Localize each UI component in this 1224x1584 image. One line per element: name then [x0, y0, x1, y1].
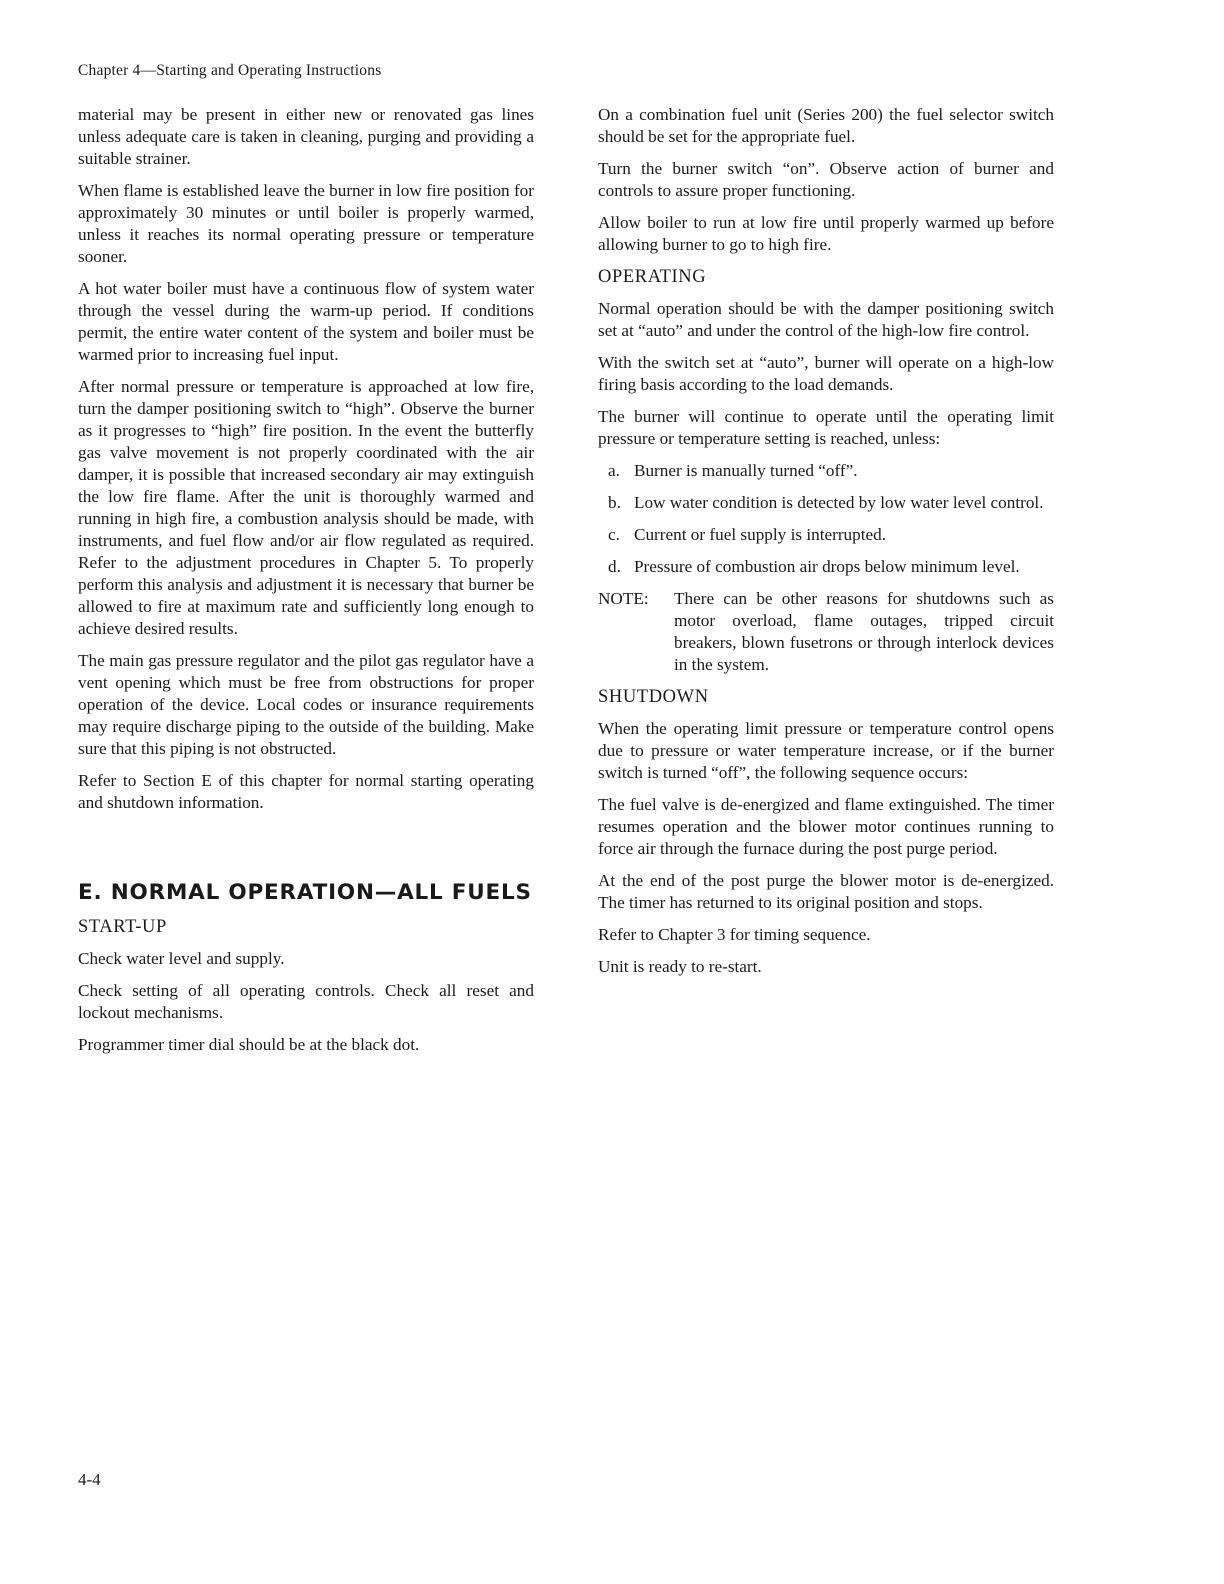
startup-paragraph: On a combination fuel unit (Series 200) the fuel selector switch should be set for the appropriate fuel. — [598, 105, 1054, 146]
startup-paragraph: Allow boiler to run at low fire until properly warmed up before allowing burner to go to high fire. — [598, 213, 1054, 254]
operating-subhead: OPERATING — [598, 267, 707, 287]
shutdown-paragraph: Refer to Chapter 3 for timing sequence. — [598, 925, 871, 944]
paragraph-gas-lines: material may be present in either new or renovated gas lines unless adequate care is taken in cleaning, purging and providing a suitable strainer. — [78, 105, 534, 168]
page-number: 4-4 — [78, 1470, 101, 1489]
note-block — [598, 588, 1054, 676]
list-item-text: Current or fuel supply is interrupted. — [634, 525, 887, 544]
operating-paragraph: The burner will continue to operate until the operating limit pressure or temperature setting is reached, unless: — [598, 407, 1054, 448]
list-marker: b. — [608, 493, 621, 512]
startup-paragraph: Turn the burner switch “on”. Observe action of burner and controls to assure proper functioning. — [598, 159, 1054, 200]
paragraph-normal-pressure: After normal pressure or temperature is approached at low fire, turn the damper positioning switch to “high”. Observe the burner as it progresses to “high” fire position. In the event the butterfly gas valve movement is not properly coordinated with the air damper, it is possible that increased secondary air may extinguish the low fire flame. After the unit is thoroughly warmed and running in high fire, a combustion analysis should be made, with instruments, and fuel flow and/or air flow regulated as required. Refer to the adjustment procedures in Chapter 5. To properly perform this analysis and adjustment it is necessary that burner be allowed to fire at maximum rate and sufficiently long enough to achieve desired results. — [78, 377, 534, 638]
list-item — [598, 556, 1054, 578]
shutdown-paragraph: Unit is ready to re-start. — [598, 957, 762, 976]
list-item-text: Burner is manually turned “off”. — [634, 461, 858, 480]
list-marker: a. — [608, 461, 620, 480]
operating-paragraph: With the switch set at “auto”, burner will operate on a high-low firing basis according to the load demands. — [598, 353, 1054, 394]
shutdown-paragraph: The fuel valve is de-energized and flame extinguished. The timer resumes operation and the blower motor continues running to force air through the furnace during the post purge period. — [598, 795, 1054, 858]
paragraph-gas-regulator: The main gas pressure regulator and the pilot gas regulator have a vent opening which must be free from obstructions for proper operation of the device. Local codes or insurance requirements may require discharge piping to the outside of the building. Make sure that this piping is not obstructed. — [78, 651, 534, 758]
section-heading: E. NORMAL OPERATION—ALL FUELS — [78, 880, 532, 905]
left-column — [78, 104, 534, 1066]
list-item — [598, 492, 1054, 514]
list-item — [598, 524, 1054, 546]
startup-subhead: START-UP — [78, 917, 167, 937]
note-text: There can be other reasons for shutdowns such as motor overload, flame outages, tripped circuit breakers, blown fusetrons or through interlock devices in the system. — [674, 589, 1054, 674]
right-column — [598, 104, 1054, 988]
list-item — [598, 460, 1054, 482]
shutdown-paragraph: At the end of the post purge the blower motor is de-energized. The timer has returned to its original position and stops. — [598, 871, 1054, 912]
note-label: NOTE: — [598, 589, 649, 608]
shutdown-subhead: SHUTDOWN — [598, 687, 709, 707]
paragraph-flame-established: When flame is established leave the burner in low fire position for approximately 30 minutes or until boiler is properly warmed, unless it reaches its normal operating pressure or temperature sooner. — [78, 181, 534, 266]
running-head: Chapter 4—Starting and Operating Instructions — [78, 62, 382, 79]
startup-paragraph: Check water level and supply. — [78, 949, 285, 968]
startup-paragraph: Programmer timer dial should be at the black dot. — [78, 1035, 420, 1054]
list-marker: d. — [608, 557, 621, 576]
startup-paragraph: Check setting of all operating controls. Check all reset and lockout mechanisms. — [78, 981, 534, 1022]
list-marker: c. — [608, 525, 620, 544]
shutdown-conditions-list — [598, 460, 1054, 578]
list-item-text: Pressure of combustion air drops below minimum level. — [634, 557, 1020, 576]
paragraph-refer-section-e: Refer to Section E of this chapter for normal starting operating and shutdown information. — [78, 771, 534, 812]
shutdown-paragraph: When the operating limit pressure or temperature control opens due to pressure or water temperature increase, or if the burner switch is turned “off”, the following sequence occurs: — [598, 719, 1054, 782]
operating-paragraph: Normal operation should be with the damper positioning switch set at “auto” and under the control of the high-low fire control. — [598, 299, 1054, 340]
list-item-text: Low water condition is detected by low water level control. — [634, 493, 1044, 512]
paragraph-hot-water-boiler: A hot water boiler must have a continuous flow of system water through the vessel during the warm-up period. If conditions permit, the entire water content of the system and boiler must be warmed prior to increasing fuel input. — [78, 279, 534, 364]
